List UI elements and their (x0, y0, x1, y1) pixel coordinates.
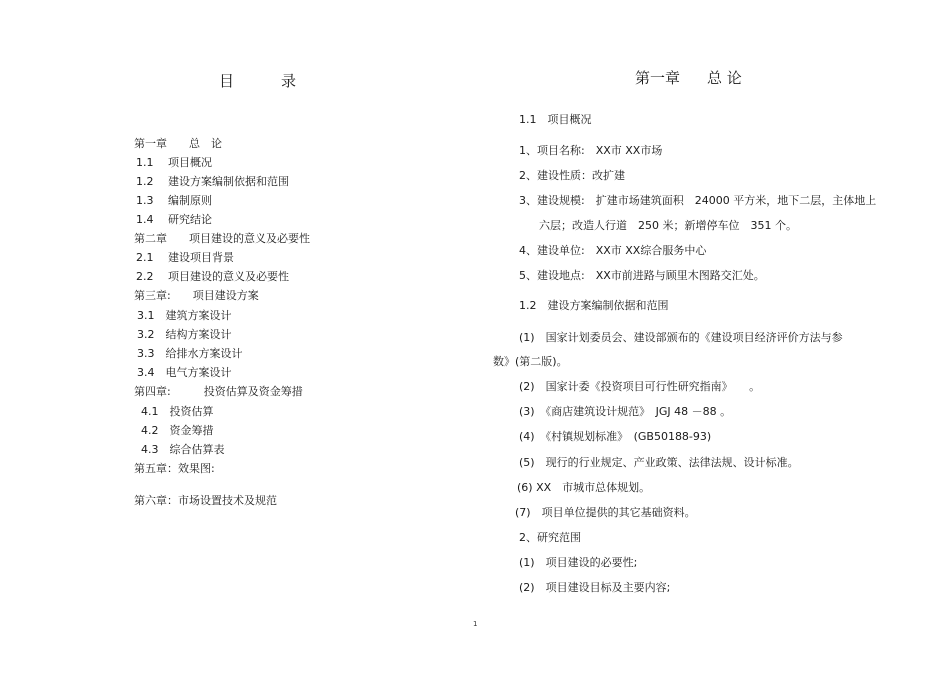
chapter-title-number: 第一章 (635, 69, 681, 87)
body-line: (1) 国家计划委员会、建设部颁布的《建设项目经济评价方法与参 (519, 331, 843, 344)
body-line: 5、建设地点: XX市前进路与顾里木图路交汇处。 (519, 269, 765, 282)
body-line: 六层；改造人行道 250 米；新增停车位 351 个。 (539, 219, 797, 232)
body-line: (3) 《商店建筑设计规范》 JGJ 48 －88 。 (519, 405, 732, 418)
body-line: 2、研究范围 (519, 531, 581, 544)
body-line: (5) 现行的行业规定、产业政策、法律法规、设计标准。 (519, 456, 799, 469)
body-line: (2) 项目建设目标及主要内容; (519, 581, 671, 594)
toc-item: 2.1 建设项目背景 (136, 251, 234, 264)
section-heading: 1.2 建设方案编制依据和范围 (519, 299, 669, 312)
toc-item: 4.3 综合估算表 (141, 443, 225, 456)
toc-item: 第二章 项目建设的意义及必要性 (134, 232, 310, 245)
toc-item: 3.2 结构方案设计 (137, 328, 232, 341)
toc-item: 3.4 电气方案设计 (137, 366, 232, 379)
toc-title-left: 目 (219, 72, 235, 90)
body-line: 2、建设性质：改扩建 (519, 169, 625, 182)
toc-item: 3.3 给排水方案设计 (137, 347, 243, 360)
toc-item: 4.2 资金筹措 (141, 424, 214, 437)
body-line: 4、建设单位: XX市 XX综合服务中心 (519, 244, 707, 257)
body-line: 1、项目名称: XX市 XX市场 (519, 144, 663, 157)
toc-item: 1.2 建设方案编制依据和范围 (136, 175, 289, 188)
body-line: 数》(第二版)。 (493, 355, 568, 368)
body-line: 3、建设规模: 扩建市场建筑面积 24000 平方米，地下二层，主体地上 (519, 194, 877, 207)
toc-item: 2.2 项目建设的意义及必要性 (136, 270, 289, 283)
toc-item: 1.1 项目概况 (136, 156, 212, 169)
toc-item: 3.1 建筑方案设计 (137, 309, 232, 322)
body-line: (2) 国家计委《投资项目可行性研究指南》 。 (519, 380, 761, 393)
toc-title-right: 录 (281, 72, 297, 90)
toc-item: 第一章 总 论 (134, 137, 222, 150)
body-line: (1) 项目建设的必要性; (519, 556, 638, 569)
page-number: 1 (473, 620, 478, 628)
toc-item: 4.1 投资估算 (141, 405, 214, 418)
body-line: (4) 《村镇规划标准》 (GB50188-93) (519, 430, 712, 443)
body-line: (7) 项目单位提供的其它基础资料。 (515, 506, 696, 519)
chapter-title-name: 总 论 (707, 69, 742, 87)
toc-item: 1.4 研究结论 (136, 213, 212, 226)
body-line: (6) XX 市城市总体规划。 (517, 481, 651, 494)
toc-item: 第六章：市场设置技术及规范 (134, 494, 277, 507)
section-heading: 1.1 项目概况 (519, 113, 592, 126)
toc-item: 第三章: 项目建设方案 (134, 289, 259, 302)
toc-item: 第五章：效果图: (134, 462, 215, 475)
toc-item: 1.3 编制原则 (136, 194, 212, 207)
toc-item: 第四章: 投资估算及资金筹措 (134, 385, 303, 398)
